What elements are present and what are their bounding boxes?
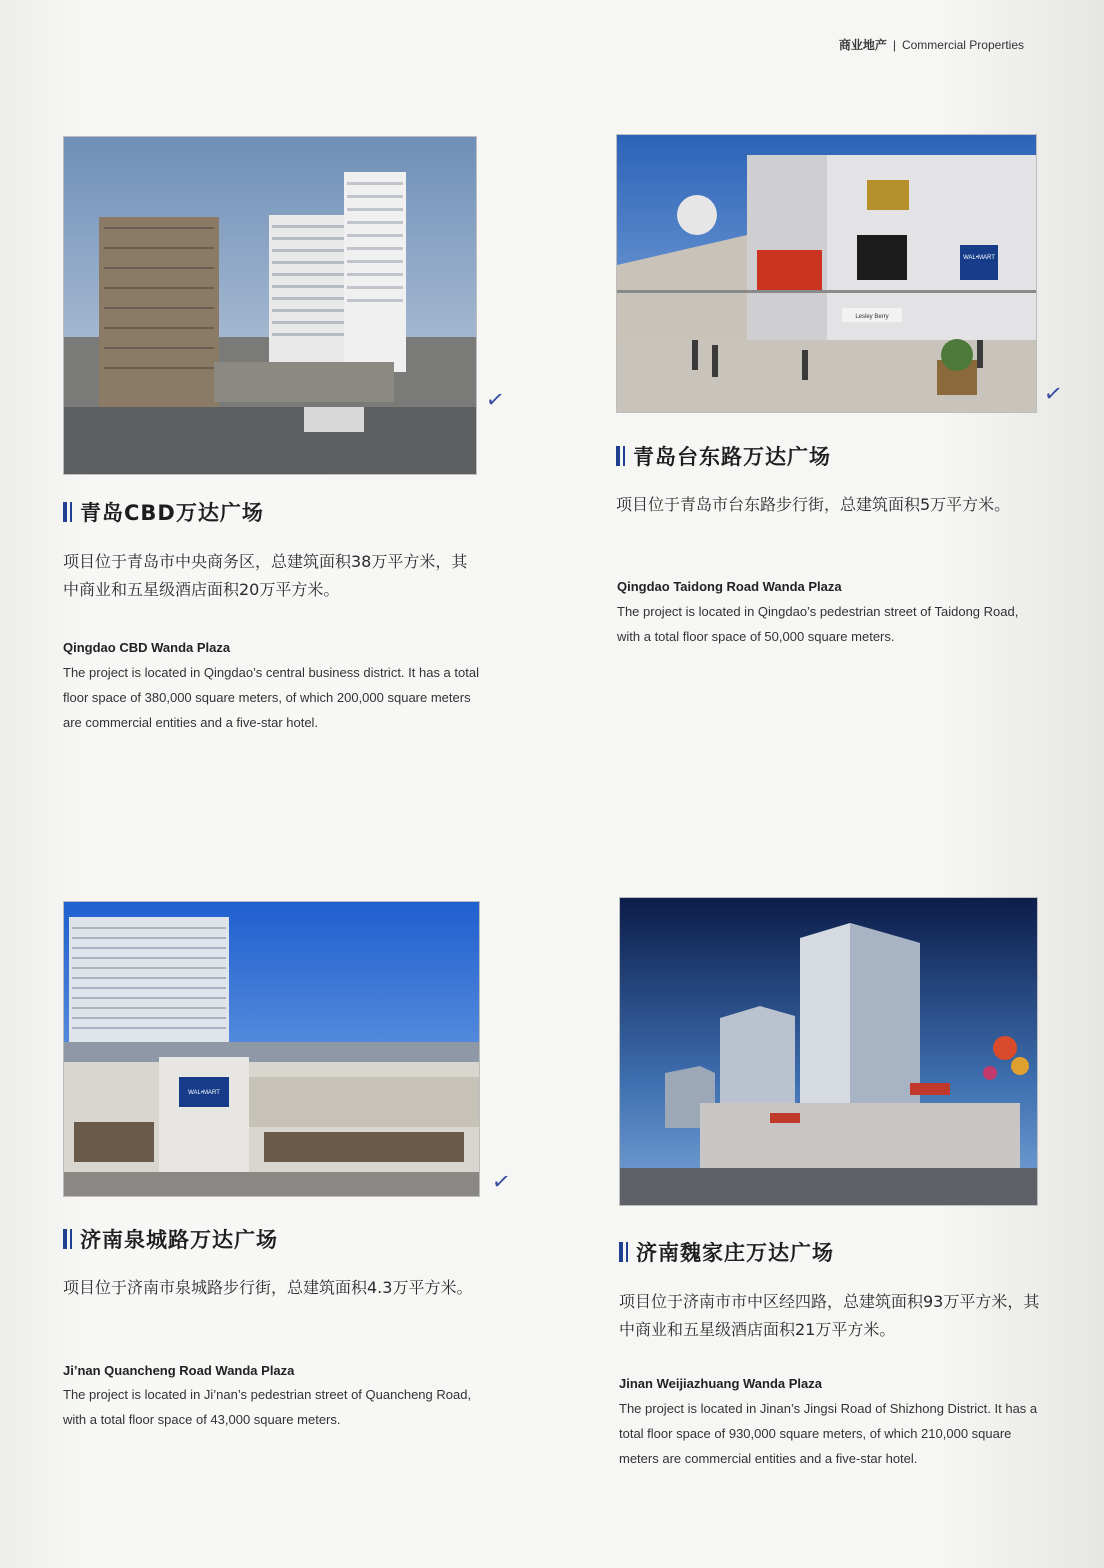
walmart-sign: WAL•MART xyxy=(963,255,995,261)
project-3-title: 济南泉城路万达广场 xyxy=(80,1228,278,1252)
heading-bar-icon xyxy=(70,1229,72,1249)
running-head-en: Commercial Properties xyxy=(901,38,1024,52)
check-mark-icon: ✓ xyxy=(490,1168,513,1197)
project-2-heading xyxy=(616,441,831,471)
jinan-quancheng-photo xyxy=(63,901,480,1197)
project-4-cn-desc: 项目位于济南市市中区经四路，总建筑面积93万平方米，其中商业和五星级酒店面积21万平方米。 xyxy=(619,1292,1040,1339)
project-2-en-title: Qingdao Taidong Road Wanda Plaza xyxy=(617,579,842,594)
project-3-cn-desc: 项目位于济南市泉城路步行街，总建筑面积4.3万平方米。 xyxy=(63,1278,473,1297)
running-head-separator: | xyxy=(892,38,896,52)
heading-bar-icon xyxy=(63,1229,67,1249)
heading-bar-icon xyxy=(623,446,625,466)
project-3-en-desc: The project is located in Ji’nan’s pedestrian street of Quancheng Road, with a total floor space of 43,000 square meters. xyxy=(63,1387,472,1427)
check-mark-icon: ✓ xyxy=(484,386,507,415)
project-1-en-title: Qingdao CBD Wanda Plaza xyxy=(63,640,231,655)
project-4-en-desc: The project is located in Jinan’s Jingsi Road of Shizhong District. It has a total floor space of 930,000 square meters, of which 210,000 square meters are commercial entities and a five-star hotel. xyxy=(619,1401,1038,1466)
project-1-en-desc: The project is located in Qingdao’s central business district. It has a total floor space of 380,000 square meters, of which 200,000 square meters are commercial entities and a five-star hotel. xyxy=(63,665,479,730)
qingdao-taidong-photo xyxy=(616,134,1037,413)
project-4-heading xyxy=(619,1237,834,1267)
qingdao-cbd-photo xyxy=(63,136,477,475)
heading-bar-icon xyxy=(619,1242,623,1262)
jinan-weijiazhuang-photo xyxy=(619,897,1038,1206)
project-3-en-title: Ji’nan Quancheng Road Wanda Plaza xyxy=(63,1363,295,1378)
running-head-cn: 商业地产 xyxy=(838,38,887,52)
running-head xyxy=(839,36,1024,53)
project-2-cn-desc: 项目位于青岛市台东路步行街，总建筑面积5万平方米。 xyxy=(616,495,1011,514)
project-1-cn-desc: 项目位于青岛市中央商务区，总建筑面积38万平方米，其中商业和五星级酒店面积20万平方米。 xyxy=(63,552,468,599)
project-4-title: 济南魏家庄万达广场 xyxy=(636,1241,834,1265)
project-2-title: 青岛台东路万达广场 xyxy=(633,445,831,469)
heading-bar-icon xyxy=(70,502,72,522)
check-mark-icon: ✓ xyxy=(1042,380,1065,409)
project-3-heading xyxy=(63,1224,278,1254)
project-4-en-title: Jinan Weijiazhuang Wanda Plaza xyxy=(619,1376,822,1391)
heading-bar-icon xyxy=(63,502,67,522)
project-1-title: 青岛CBD万达广场 xyxy=(80,501,264,525)
project-2-en-desc: The project is located in Qingdao’s pedestrian street of Taidong Road, with a total floor space of 50,000 square meters. xyxy=(617,604,1019,644)
walmart-sign-2: WAL•MART xyxy=(188,1090,220,1096)
project-1-heading xyxy=(63,497,264,527)
heading-bar-icon xyxy=(616,446,620,466)
store-sign: Lesley Berry xyxy=(855,314,889,320)
heading-bar-icon xyxy=(626,1242,628,1262)
